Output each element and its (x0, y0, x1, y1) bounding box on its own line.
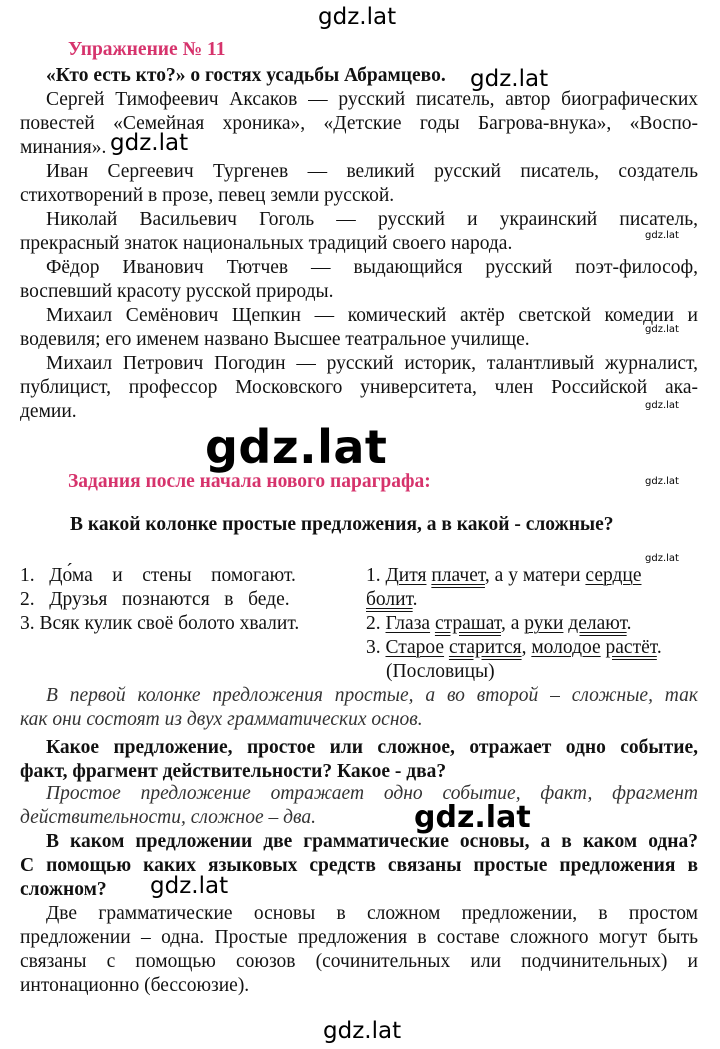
text-line: Сергей Тимофеевич Аксаков — русский писатель, автор биографических (46, 89, 698, 110)
question-line: сложном? (20, 879, 107, 900)
predicate: болит (366, 589, 413, 610)
text-line: прекрасный знаток национальных традиций своего народа. (20, 233, 513, 254)
source-note: (Пословицы) (386, 661, 495, 682)
right-sentence-3: 3. Старое старится, молодое растёт. (366, 637, 662, 658)
question-line: факт, фрагмент действительности? Какое - два? (20, 761, 447, 782)
answer-line: как они состоят из двух грамматических основ. (20, 709, 423, 730)
subject: руки (524, 613, 564, 634)
answer-line: предложении – одна. Простые предложения в составе сложного могут быть (20, 927, 698, 948)
subject: молодое (531, 637, 601, 658)
predicate: делают (568, 613, 627, 634)
watermark: gdz.lat (410, 800, 535, 835)
tasks-heading: Задания после начала нового параграфа: (68, 471, 431, 492)
predicate: плачет (431, 565, 485, 586)
left-sentence: 2. Друзья познаются в беде. (20, 589, 290, 610)
predicate: растёт (605, 637, 657, 658)
watermark: gdz.lat (150, 873, 229, 899)
subject: сердце (585, 565, 642, 586)
watermark: gdz.lat (645, 324, 679, 335)
exercise-title: Упражнение № 11 (68, 39, 226, 60)
text-line: повестей «Семейная хроника», «Детские годы Багрова-внука», «Воспо- (20, 113, 698, 134)
right-sentence-1-cont: болит. (366, 589, 418, 610)
question-line: С помощью каких языковых средств связаны простые предложения в (20, 855, 698, 876)
answer-line: В первой колонке предложения простые, а во второй – сложные, так (46, 685, 698, 706)
text-line: Иван Сергеевич Тургенев — великий русский писатель, создатель (46, 161, 698, 182)
watermark: gdz.lat (205, 420, 388, 474)
answer-line: Простое предложение отражает одно событие, факт, фрагмент (46, 783, 698, 804)
watermark: gdz.lat (110, 130, 189, 156)
watermark: gdz.lat (645, 553, 679, 564)
left-column (20, 564, 350, 636)
question-line: Какое предложение, простое или сложное, отражает одно событие, (46, 737, 698, 758)
text-line: Михаил Семёнович Щепкин — комический актёр светской комедии и (46, 305, 698, 326)
text-line: минания». (20, 137, 107, 158)
right-column (366, 564, 700, 684)
question-line: В каком предложении две грамматические основы, а в каком одна? (46, 831, 698, 852)
right-sentence-2: 2. Глаза страшат, а руки делают. (366, 613, 632, 634)
left-sentence: 3. Всяк кулик своё болото хвалит. (20, 613, 300, 634)
text-line: демии. (20, 401, 77, 422)
text-line: Фёдор Иванович Тютчев — выдающийся русский поэт-философ, (46, 257, 698, 278)
watermark: gdz.lat (323, 1018, 402, 1044)
answer-line: интонационно (бессоюзие). (20, 975, 250, 996)
watermark: gdz.lat (470, 66, 549, 92)
text-line: публицист, профессор Московского университета, член Российской ака- (20, 377, 698, 398)
answer-line: действительности, сложное – два. (20, 807, 316, 828)
right-sentence-1: 1. Дитя плачет, а у матери сердце (366, 565, 642, 586)
subject: Старое (385, 637, 445, 658)
question-1: В какой колонке простые предложения, а в какой - сложные? (70, 514, 614, 535)
text-line: Николай Васильевич Гоголь — русский и украинский писатель, (46, 209, 698, 230)
text-line: Михаил Петрович Погодин — русский историк, талантливый журналист, (46, 353, 698, 374)
exercise-subtitle: «Кто есть кто?» о гостях усадьбы Абрамцево. (46, 65, 446, 86)
text-line: стихотворений в прозе, певец земли русской. (20, 185, 395, 206)
watermark: gdz.lat (318, 4, 397, 30)
subject: Дитя (385, 565, 427, 586)
answer-line: Две грамматические основы в сложном предложении, в простом (46, 903, 698, 924)
predicate: старится (448, 637, 522, 658)
watermark: gdz.lat (645, 476, 679, 487)
watermark: gdz.lat (645, 400, 679, 411)
left-sentence: 1. До́ма и стены помогают. (20, 565, 296, 586)
watermark: gdz.lat (645, 230, 679, 241)
text-line: воспевший красоту русской природы. (20, 281, 334, 302)
answer-line: связаны с помощью союзов (сочинительных или подчинительных) и (20, 951, 698, 972)
subject: Глаза (385, 613, 431, 634)
text-line: водевиля; его именем названо Высшее театральное училище. (20, 329, 530, 350)
predicate: страшат (434, 613, 501, 634)
